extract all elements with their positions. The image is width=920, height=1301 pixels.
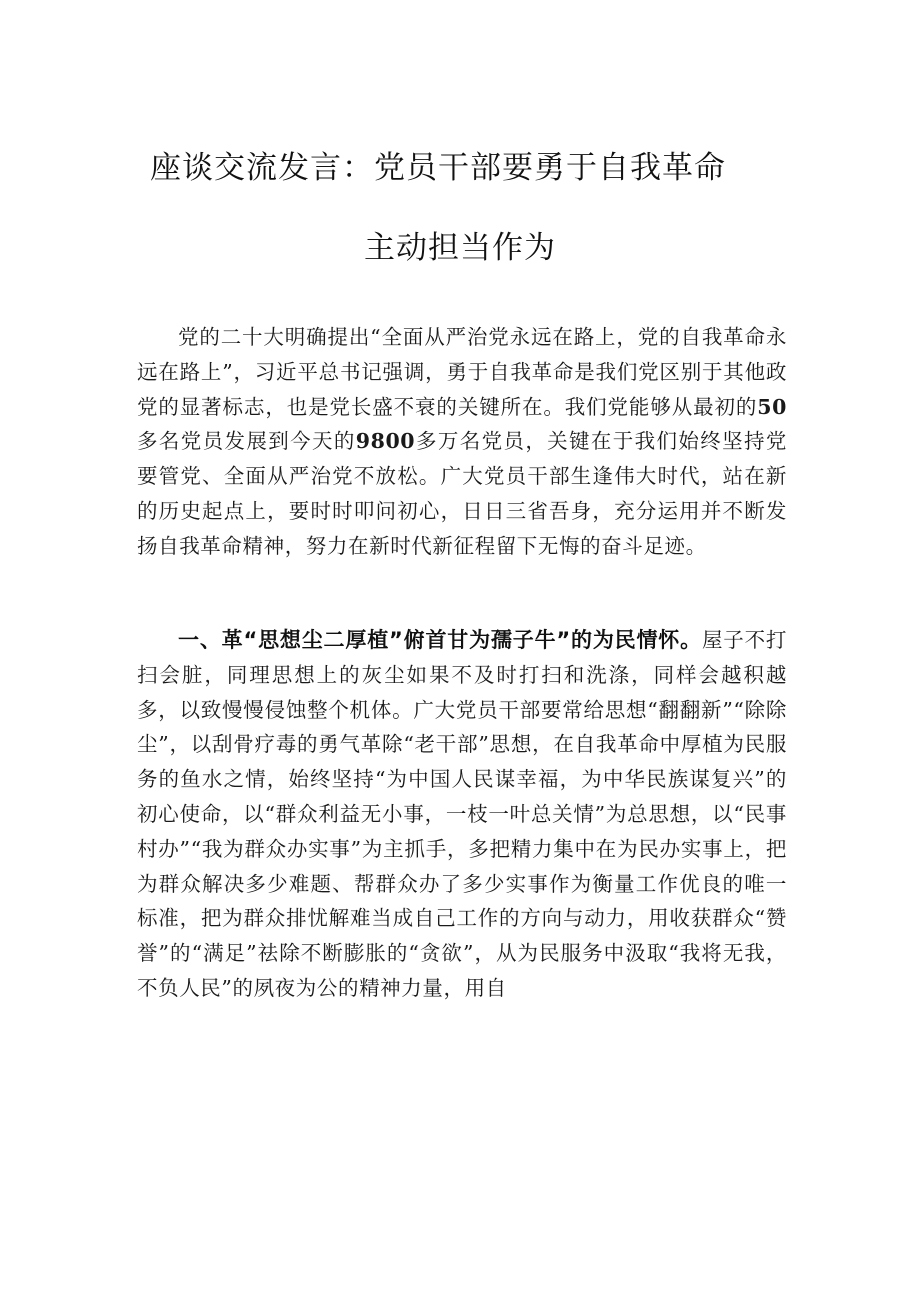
intro-paragraph-text-2: 多名党员发展到今天的 (137, 429, 356, 454)
section-one-body: 屋子不打扫会脏，同理思想上的灰尘如果不及时打扫和洗涤，同样会越积越多，以致慢慢侵蚀整个机体。广大党员干部要常给思想“翻翻新”“除除尘”，以刮骨疗毒的勇气革除“老干部”思想，在自我革命中厚植为民服务的鱼水之情，始终坚持“为中国人民谋幸福，为中华民族谋复兴”的初心使命，以“群众利益无小事，一枝一叶总关情”为总思想，以“民事村办”“我为群众办实事”为主抓手，多把精力集中在为民办实事上，把为群众解决多少难题、帮群众办了多少实事作为衡量工作优良的唯一标准，把为群众排忧解难当成自己工作的方向与动力，用收获群众“赞誉”的“满足”祛除不断膨胀的“贪欲”，从为民服务中汲取“我将无我，不负人民”的夙夜为公的精神力量，用自 (137, 628, 788, 1000)
document-title-line-1: 座谈交流发言：党员干部要勇于自我革命 (150, 150, 726, 186)
intro-paragraph-text-1: 党的二十大明确提出“全面从严治党永远在路上，党的自我革命永远在路上”，习近平总书记强调，勇于自我革命是我们党区别于其他政党的显著标志，也是党长盛不衰的关键所在。我们党能够从最初的 (137, 325, 787, 419)
party-member-count-current: 9800 (355, 429, 416, 454)
section-one-paragraph (137, 623, 787, 1006)
intro-paragraph-text-3: 多万名党员，关键在于我们始终坚持党要管党、全面从严治党不放松。广大党员干部生逢伟大时代，站在新的历史起点上，要时时叩问初心，日日三省吾身，充分运用并不断发扬自我革命精神，努力在新时代新征程留下无悔的奋斗足迹。 (137, 429, 788, 558)
party-member-count-initial: 50 (757, 394, 787, 419)
section-one-heading: 一、革“思想尘二厚植”俯首甘为孺子牛”的为民情怀。 (178, 628, 702, 652)
intro-paragraph (137, 320, 787, 564)
document-title-line-2: 主动担当作为 (364, 230, 556, 266)
